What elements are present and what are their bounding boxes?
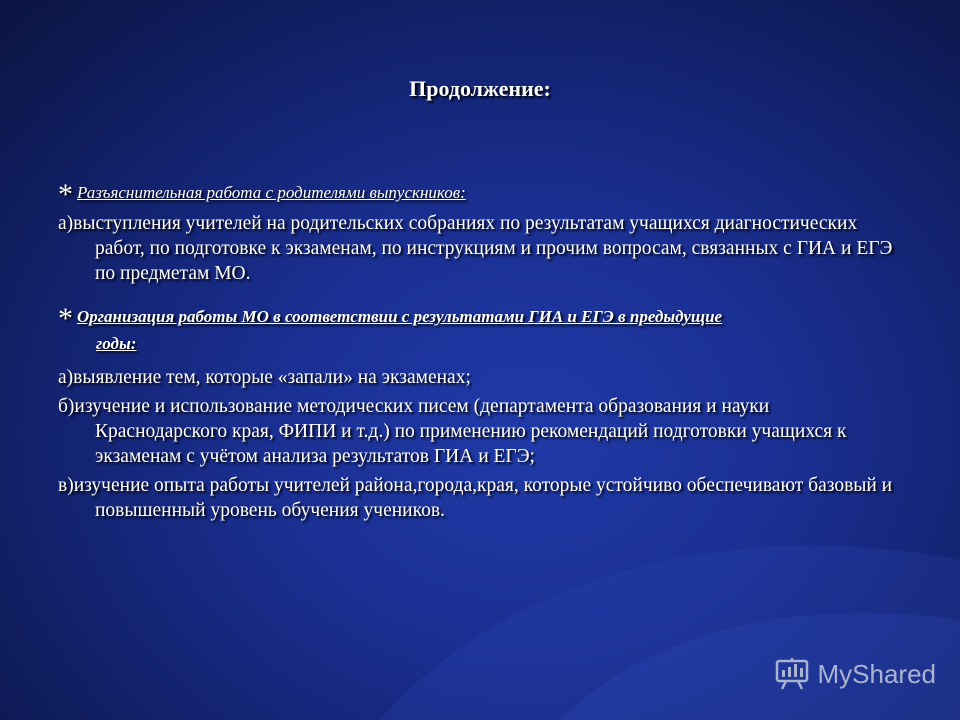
section-heading-parents xyxy=(58,176,898,211)
presentation-board-icon xyxy=(774,656,810,692)
list-item: в)изучение опыта работы учителей района,города,края, которые устойчиво обеспечивают базовый и повышенный уровень обучения учеников. xyxy=(58,475,893,521)
myshared-watermark xyxy=(774,656,937,692)
section-heading-mo xyxy=(58,300,898,359)
list-item: а)выступления учителей на родительских собраниях по результатам учащихся диагностических работ, по подготовке к экзаменам, по инструкциям и прочим вопросам, связанных с ГИА и ЕГЭ по предметам МО. xyxy=(58,213,893,284)
list-item: б)изучение и использование методических писем (департамента образования и науки Краснодарского края, ФИПИ и т.д.) по применению рекомендаций подготовки учащихся к экзаменам с учётом анализа результатов ГИА и ЕГЭ; xyxy=(58,396,847,467)
slide-content xyxy=(58,176,898,527)
list-item: а)выявление тем, которые «запали» на экзаменах; xyxy=(58,367,471,388)
slide-title: Продолжение: xyxy=(409,76,551,101)
watermark-text: MyShared xyxy=(817,658,936,689)
section-heading-text: Организация работы МО в соответствии с результатами ГИА и ЕГЭ в предыдущие xyxy=(77,307,723,326)
section-heading-text: Разъяснительная работа с родителями выпускников: xyxy=(77,183,466,202)
section-heading-continuation: годы: xyxy=(96,334,137,353)
bullet-star-icon: * xyxy=(58,302,73,335)
bullet-star-icon: * xyxy=(58,178,73,211)
